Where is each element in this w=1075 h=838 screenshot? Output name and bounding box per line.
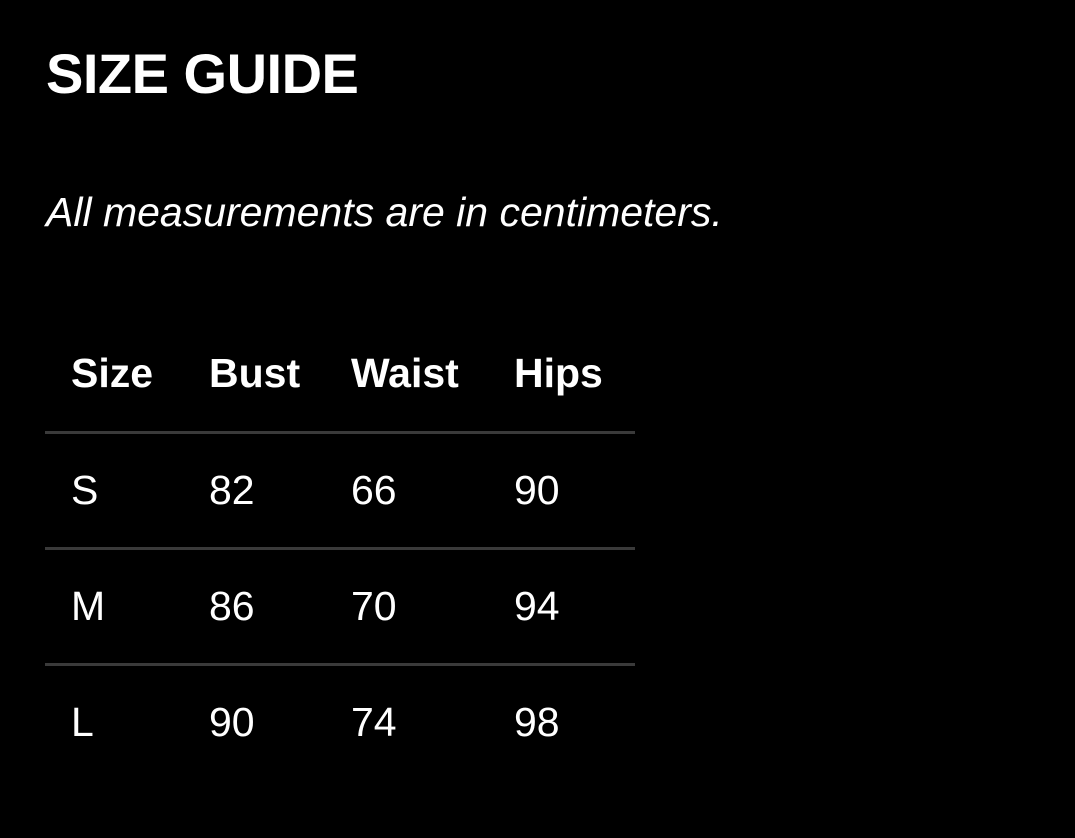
size-table xyxy=(45,316,635,779)
table-header-row xyxy=(45,316,635,433)
cell-size: S xyxy=(45,433,183,549)
cell-size: M xyxy=(45,549,183,665)
table-row xyxy=(45,433,635,549)
header-hips: Hips xyxy=(488,316,635,433)
table-row xyxy=(45,549,635,665)
cell-waist: 66 xyxy=(325,433,488,549)
header-waist: Waist xyxy=(325,316,488,433)
table-row xyxy=(45,665,635,780)
cell-hips: 94 xyxy=(488,549,635,665)
header-size: Size xyxy=(45,316,183,433)
cell-bust: 82 xyxy=(183,433,325,549)
cell-waist: 74 xyxy=(351,699,397,745)
page-title: SIZE GUIDE xyxy=(46,42,359,105)
header-bust: Bust xyxy=(183,316,325,433)
cell-hips: 98 xyxy=(514,699,560,745)
cell-size: L xyxy=(71,699,94,745)
cell-bust: 86 xyxy=(183,549,325,665)
measurement-unit-note: All measurements are in centimeters. xyxy=(46,189,723,235)
cell-hips: 90 xyxy=(488,433,635,549)
cell-bust: 90 xyxy=(209,699,255,745)
cell-waist: 70 xyxy=(325,549,488,665)
